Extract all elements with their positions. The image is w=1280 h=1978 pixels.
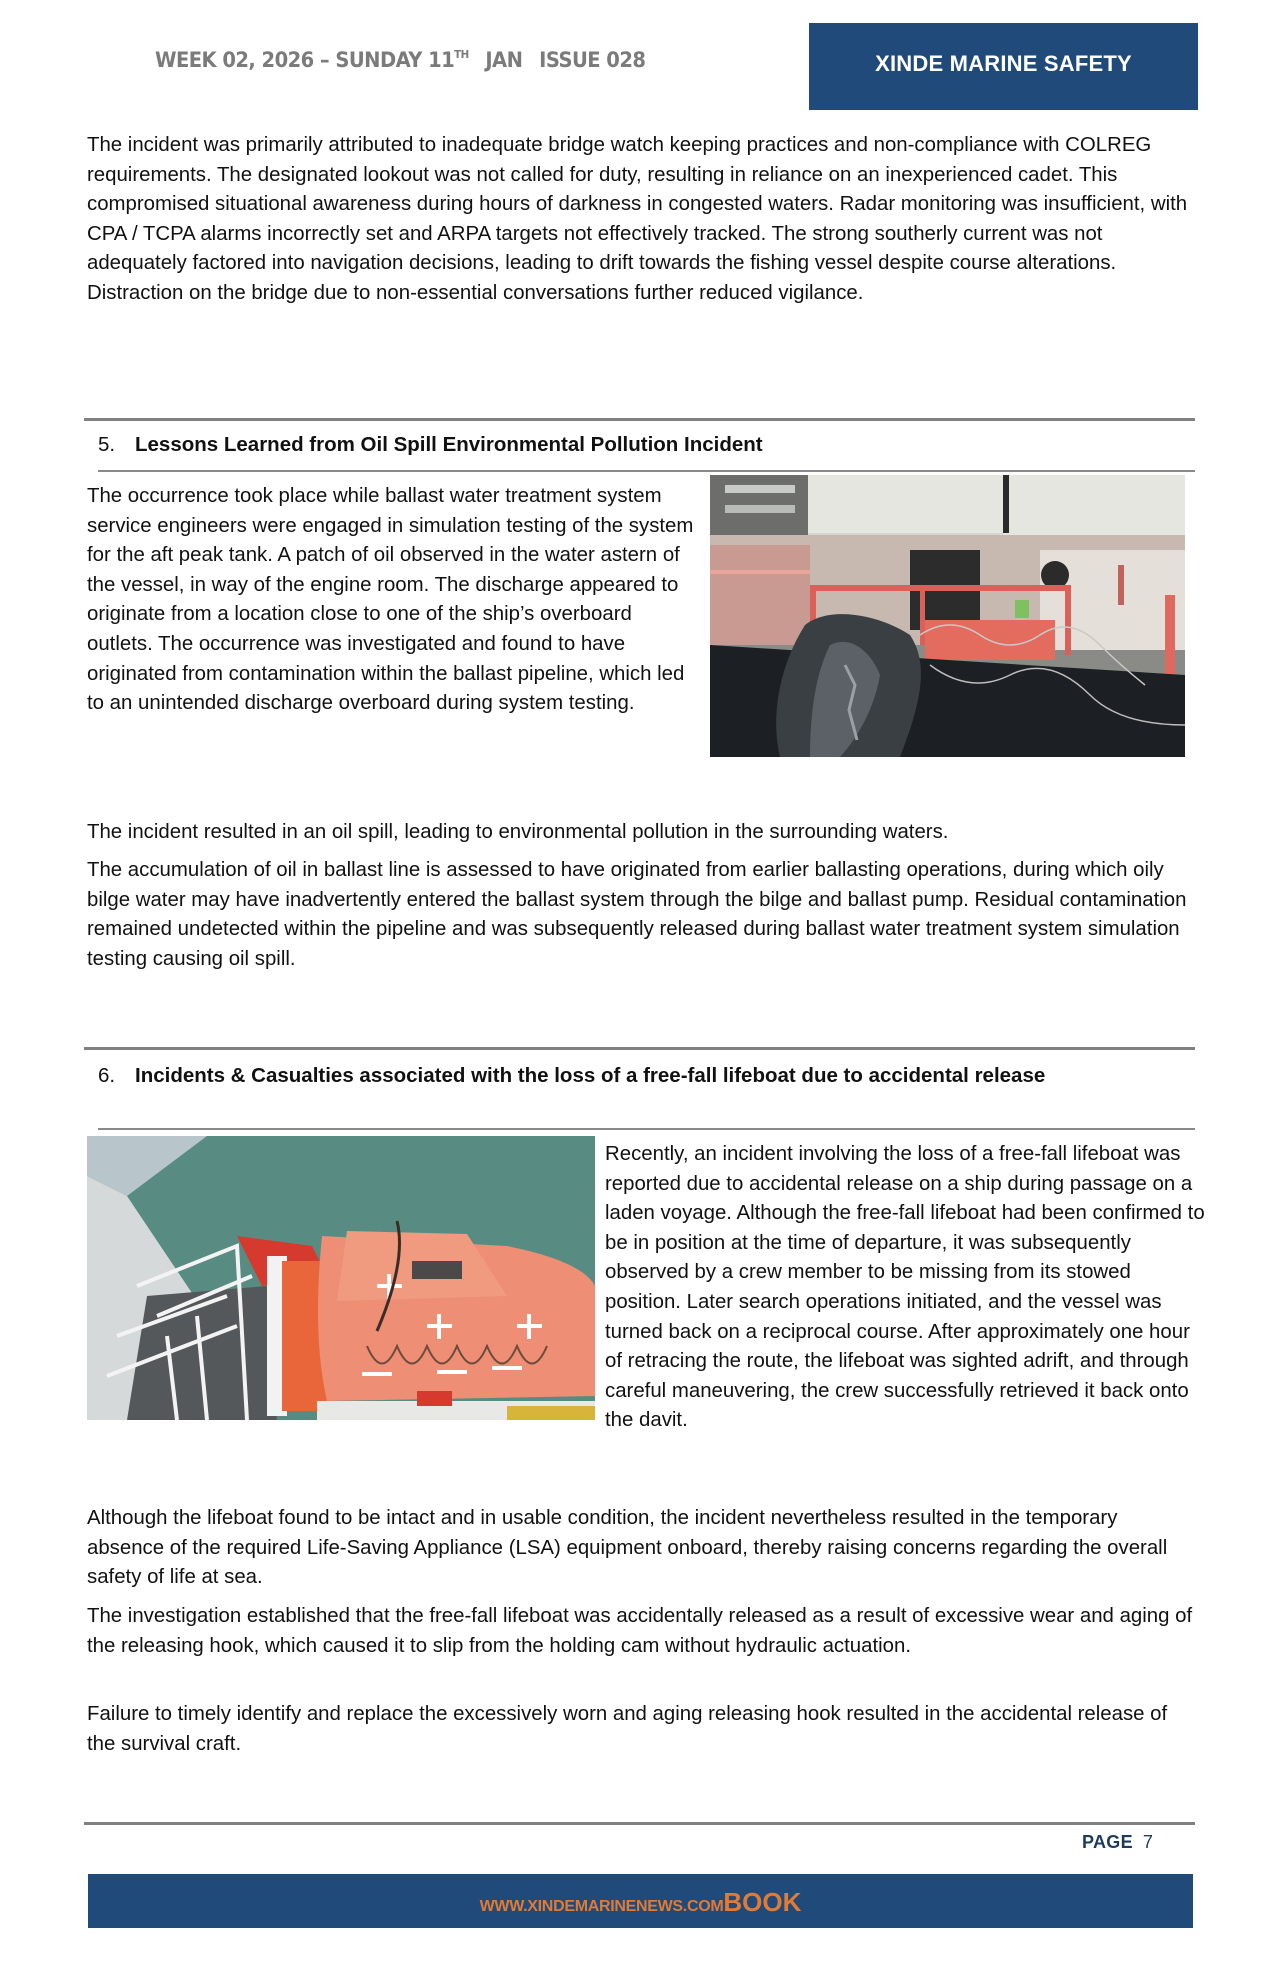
section-number: 6. xyxy=(98,1064,116,1087)
section-6-paragraph-1: Recently, an incident involving the loss of a free-fall lifeboat was reported due to accidental release on a ship during passage on a laden voyage. Although the free-fall lifeboat had been confirmed to be in position at the time of departure, it was subsequently observed by a crew member to be missing from its stowed position. Later search operations initiated, and the vessel was turned back on a reciprocal course. After approximately one hour of retracing the route, the lifeboat was sighted adrift, and through careful maneuvering, the crew successfully retrieved it back onto the davit. xyxy=(605,1143,1205,1432)
section-divider-top xyxy=(84,418,1195,421)
page-number: 7 xyxy=(1142,1832,1154,1852)
issue-week-date: WEEK 02, 2026 – SUNDAY 11 xyxy=(155,48,455,72)
section-divider-bottom xyxy=(98,1128,1195,1130)
page-indicator xyxy=(1082,1832,1153,1853)
footer-banner xyxy=(88,1874,1193,1928)
page-label: PAGE xyxy=(1082,1832,1133,1852)
section-6-paragraph-3: The investigation established that the free-fall lifeboat was accidentally released as a result of excessive wear and aging of the releasing hook, which caused it to slip from the holding cam without hydraulic actuation. xyxy=(87,1605,1193,1657)
publication-banner xyxy=(809,23,1198,110)
section-6-paragraph-1-wrap xyxy=(87,1140,1207,1436)
image-float-spacer xyxy=(87,1140,605,1430)
date-ordinal-suffix: TH xyxy=(454,48,469,61)
section-5-paragraph-2: The incident resulted in an oil spill, leading to environmental pollution in the surrounding waters. xyxy=(87,821,949,843)
footer-divider xyxy=(84,1822,1195,1825)
section-divider-top xyxy=(84,1047,1195,1050)
section-number: 5. xyxy=(98,433,116,456)
issue-number: ISSUE 028 xyxy=(539,48,646,72)
publication-title: XINDE MARINE SAFETY xyxy=(875,51,1132,76)
section-5-paragraph-3: The accumulation of oil in ballast line is assessed to have originated from earlier ballasting operations, during which oily bilge water may have inadvertently entered the ballast system through the bilge and ballast pump. Residual contamination remained undetected within the pipeline and was subsequently released during ballast water treatment system simulation testing causing oil spill. xyxy=(87,859,1187,970)
oil-spill-photo xyxy=(710,475,1185,757)
section-6-paragraph-4: Failure to timely identify and replace the excessively worn and aging releasing hook resulted in the accidental release of the survival craft. xyxy=(87,1703,1168,1755)
intro-paragraph: The incident was primarily attributed to inadequate bridge watch keeping practices and non-compliance with COLREG requirements. The designated lookout was not called for duty, resulting in reliance on an inexperienced cadet. This compromised situational awareness during hours of darkness in congested waters. Radar monitoring was insufficient, with CPA / TCPA alarms incorrectly set and ARPA targets not effectively tracked. The strong southerly current was not adequately factored into navigation decisions, leading to drift towards the fishing vessel despite course alterations. Distraction on the bridge due to non-essential conversations further reduced vigilance. xyxy=(87,134,1188,304)
issue-month: JAN xyxy=(485,48,523,72)
section-5-paragraph-1: The occurrence took place while ballast water treatment system service engineers were engaged in simulation testing of the system for the aft peak tank. A patch of oil observed in the water astern of the vessel, in way of the engine room. The discharge appeared to originate from a location close to one of the ship’s overboard outlets. The occurrence was investigated and found to have originated from contamination within the ballast pipeline, which led to an unintended discharge overboard during system testing. xyxy=(87,485,694,715)
footer-website-link[interactable] xyxy=(88,1887,1193,1918)
issue-date-line xyxy=(155,48,645,72)
section-title: Incidents & Casualties associated with the loss of a free-fall lifeboat due to accidental release xyxy=(135,1064,1046,1087)
section-6-paragraph-2: Although the lifeboat found to be intact and in usable condition, the incident nevertheless resulted in the temporary absence of the required Life-Saving Appliance (LSA) equipment onboard, thereby raising concerns regarding the overall safety of life at sea. xyxy=(87,1507,1168,1589)
section-title: Lessons Learned from Oil Spill Environmental Pollution Incident xyxy=(135,433,763,456)
website-suffix[interactable]: BOOK xyxy=(723,1887,802,1917)
section-divider-bottom xyxy=(98,470,1195,472)
website-url[interactable]: WWW.XINDEMARINENEWS.COM xyxy=(479,1898,724,1915)
